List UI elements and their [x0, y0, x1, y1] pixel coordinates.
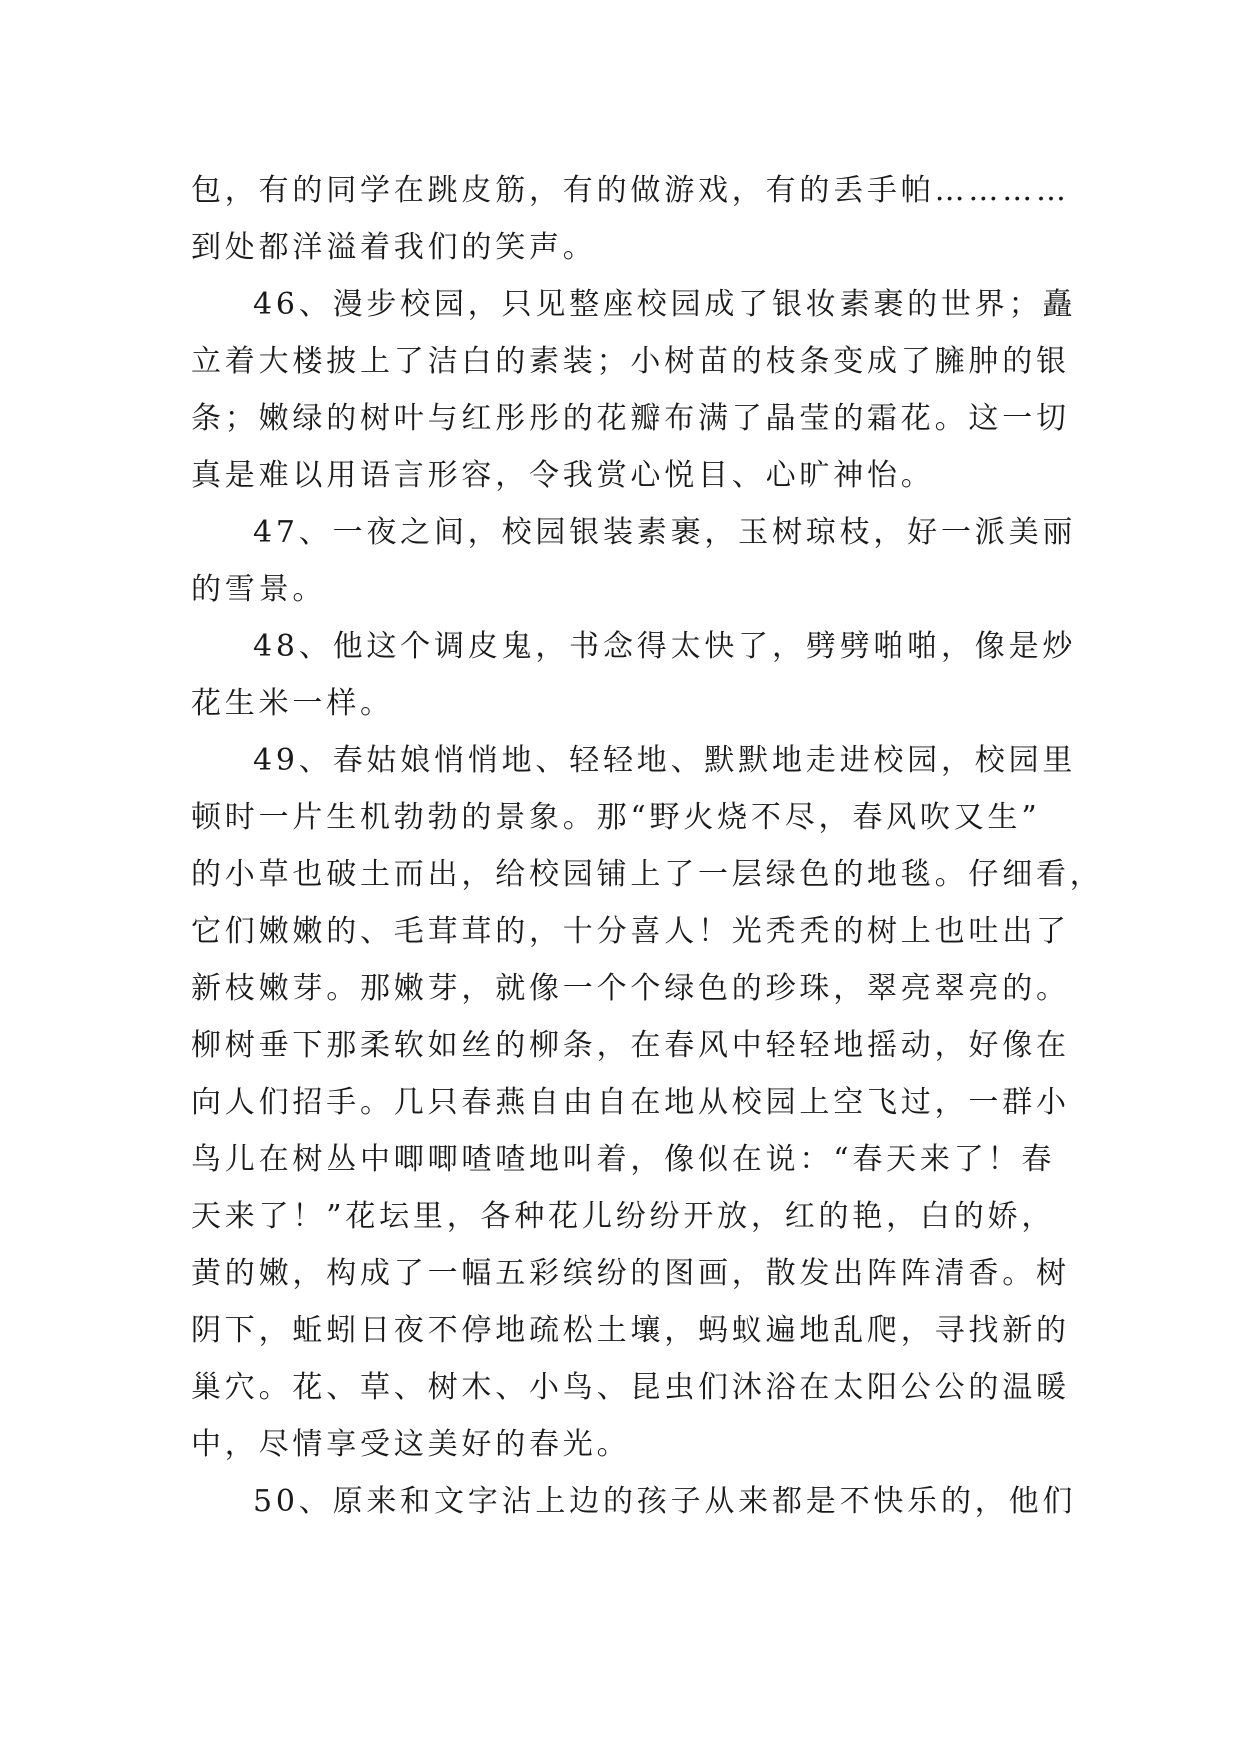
- document-body: [191, 162, 1104, 1530]
- text-line: 46、漫步校园，只见整座校园成了银妆素裹的世界；矗: [253, 287, 1077, 322]
- text-line: 50、原来和文字沾上边的孩子从来都是不快乐的，他们: [253, 1484, 1077, 1519]
- paragraph-46: [191, 276, 1077, 504]
- text-line: 天来了！”花坛里，各种花儿纷纷开放，红的艳，白的娇，: [191, 1199, 1056, 1234]
- text-line: 它们嫩嫩的、毛茸茸的，十分喜人！光秃秃的树上也吐出了: [191, 914, 1070, 949]
- text-line: 包，有的同学在跳皮筋，有的做游戏，有的丢手帕…………: [191, 173, 1070, 208]
- paragraph-47: [191, 504, 1077, 618]
- text-line: 中，尽情享受这美好的春光。: [191, 1427, 631, 1462]
- text-line: 花生米一样。: [191, 686, 394, 721]
- text-line: 巢穴。花、草、树木、小鸟、昆虫们沐浴在太阳公公的温暖: [191, 1370, 1070, 1405]
- text-line: 到处都洋溢着我们的笑声。: [191, 230, 597, 265]
- text-line: 的雪景。: [191, 572, 327, 607]
- text-line: 柳树垂下那柔软如丝的柳条，在春风中轻轻地摇动，好像在: [191, 1028, 1070, 1063]
- text-line: 新枝嫩芽。那嫩芽，就像一个个绿色的珍珠，翠亮翠亮的。: [191, 971, 1070, 1006]
- paragraph-50: [191, 1473, 1077, 1530]
- text-line: 49、春姑娘悄悄地、轻轻地、默默地走进校园，校园里: [253, 743, 1077, 778]
- text-line: 向人们招手。几只春燕自由自在地从校园上空飞过，一群小: [191, 1085, 1070, 1120]
- text-line: 47、一夜之间，校园银装素裹，玉树琼枝，好一派美丽: [253, 515, 1077, 550]
- text-line: 立着大楼披上了洁白的素装；小树苗的枝条变成了臃肿的银: [191, 344, 1070, 379]
- text-line: 阴下，蚯蚓日夜不停地疏松土壤，蚂蚁遍地乱爬，寻找新的: [191, 1313, 1070, 1348]
- paragraph-45-continuation: [191, 162, 1070, 276]
- paragraph-48: [191, 618, 1077, 732]
- text-line: 条；嫩绿的树叶与红彤彤的花瓣布满了晶莹的霜花。这一切: [191, 401, 1070, 436]
- text-line: 顿时一片生机勃勃的景象。那“野火烧不尽，春风吹又生”: [191, 800, 1041, 835]
- paragraph-49: [191, 732, 1104, 1473]
- text-line: 的小草也破土而出，给校园铺上了一层绿色的地毯。仔细看，: [191, 857, 1104, 892]
- text-line: 鸟儿在树丛中唧唧喳喳地叫着，像似在说：“春天来了！春: [191, 1142, 1056, 1177]
- text-line: 48、他这个调皮鬼，书念得太快了，劈劈啪啪，像是炒: [253, 629, 1077, 664]
- text-line: 真是难以用语言形容，令我赏心悦目、心旷神怡。: [191, 458, 935, 493]
- text-line: 黄的嫩，构成了一幅五彩缤纷的图画，散发出阵阵清香。树: [191, 1256, 1070, 1291]
